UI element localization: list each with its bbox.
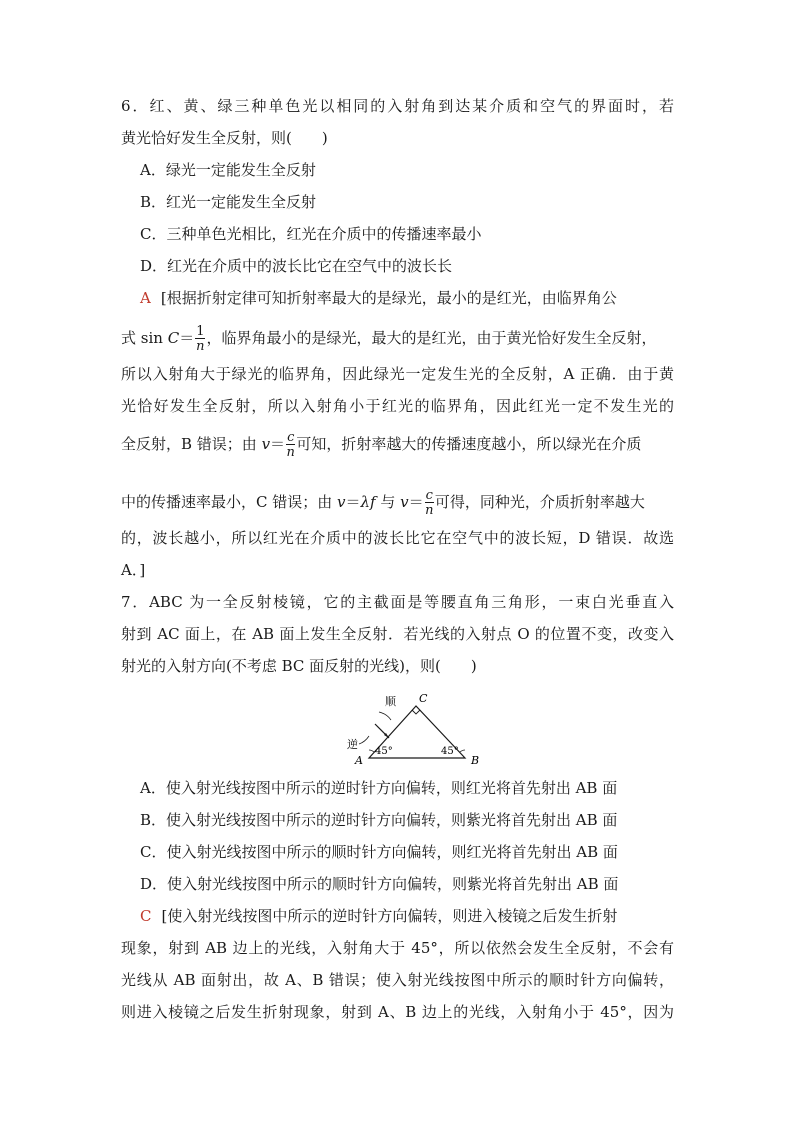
q6-option-b: B．红光一定能发生全反射 — [140, 193, 317, 211]
q7-option-c: C．使入射光线按图中所示的顺时针方向偏转，则红光将首先射出 AB 面 — [140, 843, 618, 861]
q7-option-a: A．使入射光线按图中所示的逆时针方向偏转，则红光将首先射出 AB 面 — [140, 779, 618, 797]
q6-option-d: D．红光在介质中的波长比它在空气中的波长长 — [140, 257, 453, 275]
q6-stem-line-1: 6．红、黄、绿三种单色光以相同的入射角到达某介质和空气的界面时，若 — [121, 97, 674, 115]
q6-explanation-line-8: A．] — [121, 561, 146, 579]
fraction-c-over-n: $\frac{c}{n}$ — [286, 430, 295, 460]
q7-stem-line-1: 7．ABC 为一全反射棱镜，它的主截面是等腰直角三角形，一束白光垂直入 — [121, 593, 674, 611]
q6-explanation-line-5: 全反射，B 错误；由 v＝ $\frac{c}{n}$ 可知，折射率越大的传播速度越小，所以绿光在介质 — [121, 430, 642, 460]
label-counterclockwise: 逆 — [347, 738, 358, 751]
q7-stem-line-2: 射到 AC 面上，在 AB 面上发生全反射．若光线的入射点 O 的位置不变，改变入 — [121, 625, 674, 643]
q6-explanation-line-3: 所以入射角大于绿光的临界角，因此绿光一定发生光的全反射，A 正确．由于黄 — [121, 365, 674, 383]
label-vertex-b: B — [471, 754, 480, 766]
right-angle-mark — [412, 710, 420, 714]
label-clockwise: 顺 — [385, 695, 396, 708]
label-vertex-c: C — [419, 692, 428, 705]
q7-explanation-line-2: 现象，射到 AB 边上的光线，入射角大于 45°，所以依然会发生全反射，不会有 — [121, 939, 674, 957]
q7-option-d: D．使入射光线按图中所示的顺时针方向偏转，则紫光将首先射出 AB 面 — [140, 875, 619, 893]
fraction-1-over-n: $\frac{1}{n}$ — [196, 324, 205, 354]
angle-label-a: 45° — [375, 746, 393, 757]
fraction-c-over-n: $\frac{c}{n}$ — [425, 488, 434, 518]
angle-label-b: 45° — [441, 746, 459, 757]
q6-explanation-line-7: 的，波长越小，所以红光在介质中的波长比它在空气中的波长短，D 错误．故选 — [121, 529, 674, 547]
q7-stem-line-3: 射光的入射方向(不考虑 BC 面反射的光线)，则( ) — [121, 657, 477, 675]
q7-explanation-line-3: 光线从 AB 面射出，故 A、B 错误；使入射光线按图中所示的顺时针方向偏转， — [121, 971, 674, 989]
q6-stem-line-2: 黄光恰好发生全反射，则( ) — [121, 129, 328, 147]
q6-option-c: C．三种单色光相比，红光在介质中的传播速率最小 — [140, 225, 482, 243]
q6-explanation-line-2: 式 sin C＝ $\frac{1}{n}$ ，临界角最小的是绿光，最大的是红光，由于黄光恰好发生全反射， — [121, 324, 657, 354]
q6-explanation-line-6: 中的传播速率最小，C 错误；由 v＝λf 与 v＝ $\frac{c}{n}$ 可得，同种光，介质折射率越大 — [121, 488, 645, 518]
prism-figure — [345, 688, 495, 766]
q6-explanation-line-1: A [根据折射定律可知折射率最大的是绿光，最小的是红光，由临界角公 — [140, 289, 617, 307]
label-vertex-a: A — [355, 754, 363, 766]
q7-answer: C — [140, 907, 152, 925]
angle-arc-b — [460, 750, 465, 752]
q7-explanation-line-1: C [使入射光线按图中所示的逆时针方向偏转，则进入棱镜之后发生折射 — [140, 907, 618, 925]
q6-answer: A — [140, 289, 151, 307]
q6-option-a: A．绿光一定能发生全反射 — [140, 161, 316, 179]
q7-option-b: B．使入射光线按图中所示的逆时针方向偏转，则紫光将首先射出 AB 面 — [140, 811, 618, 829]
q7-explanation-line-4: 则进入棱镜之后发生折射现象，射到 A、B 边上的光线，入射角小于 45°，因为 — [121, 1003, 674, 1021]
angle-arc-a — [369, 750, 374, 752]
counterclockwise-arrow — [359, 736, 369, 744]
clockwise-arrow — [379, 712, 391, 720]
q6-explanation-line-4: 光恰好发生全反射，所以入射角小于红光的临界角，因此红光一定不发生光的 — [121, 397, 674, 415]
